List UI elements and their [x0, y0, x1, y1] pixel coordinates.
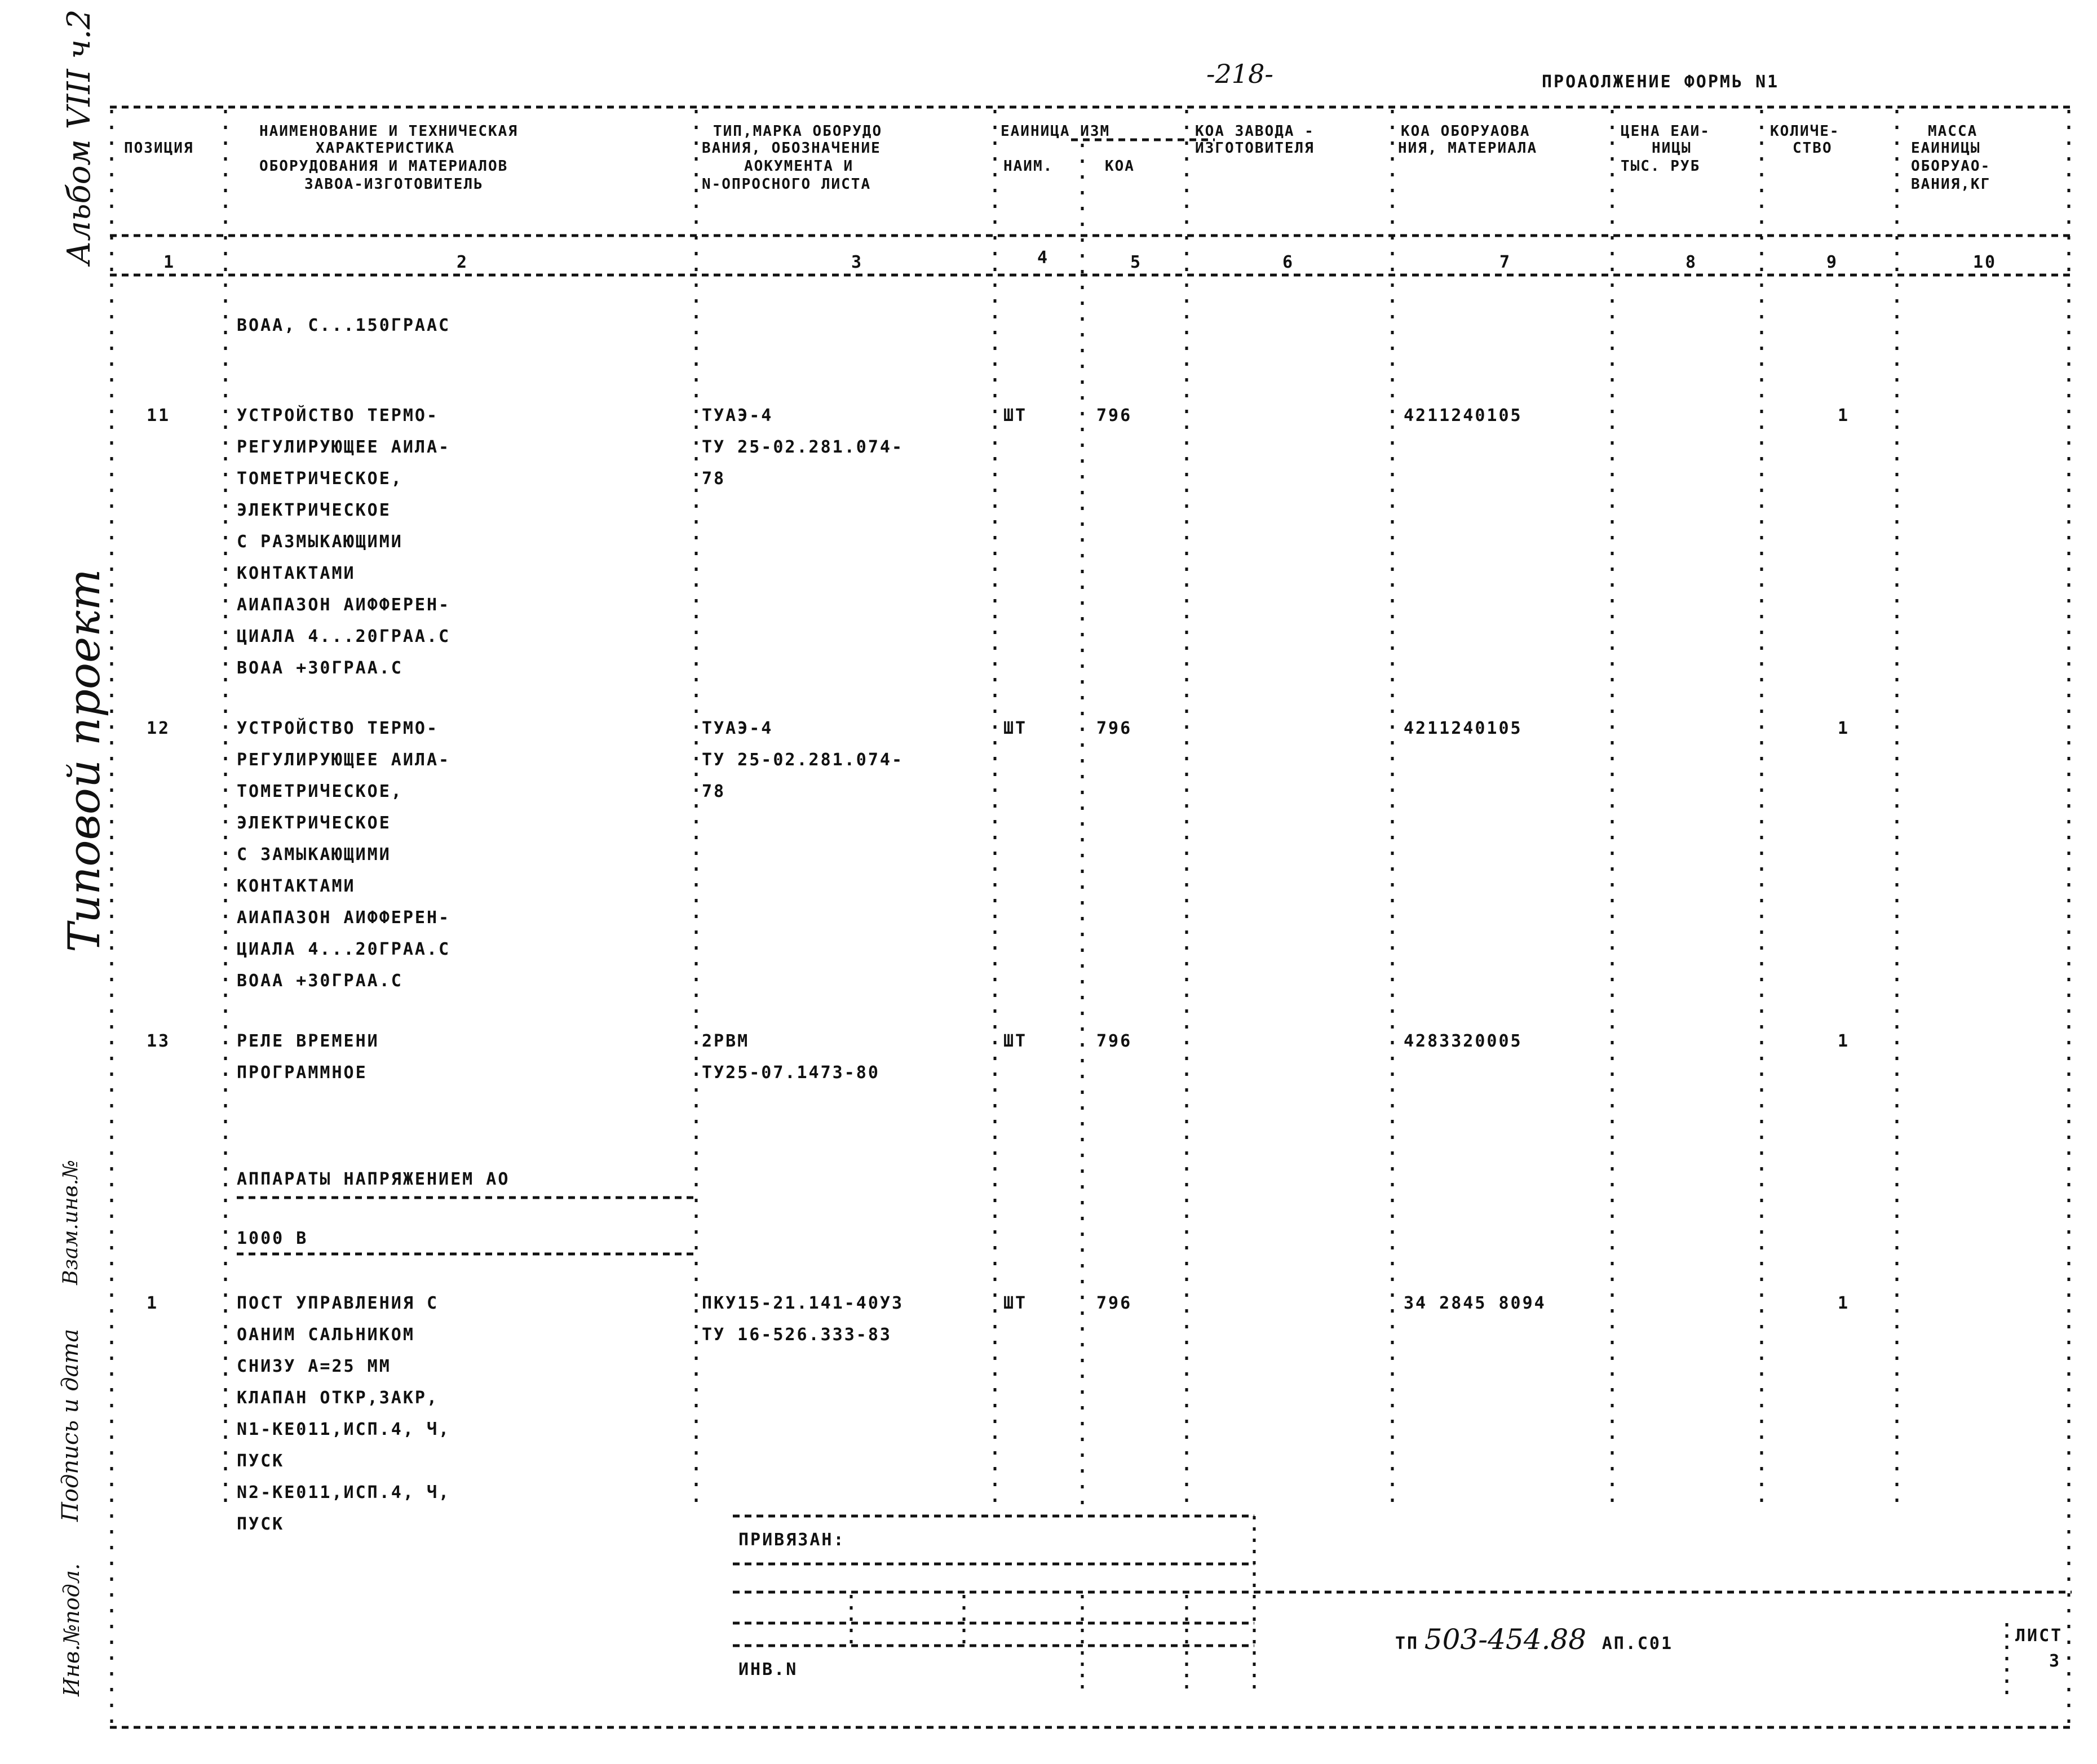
cell-name-line: С ЗАМЫКАЮЩИМИ [237, 845, 391, 865]
header-type-line2: ВАНИЯ, ОБОЗНАЧЕНИЕ [702, 140, 881, 157]
header-type-line1: ТИП,МАРКА ОБОРУДО [713, 123, 883, 140]
cell-name-line: РЕЛЕ ВРЕМЕНИ [237, 1031, 379, 1051]
cell-name-line: ЦИАЛА 4...20ГРАА.С [237, 939, 451, 959]
header-price-line2: НИЦЫ [1652, 140, 1692, 157]
cell-qty: 1 [1838, 1293, 1850, 1313]
cell-name-line: ЭЛЕКТРИЧЕСКОЕ [237, 500, 391, 520]
page-number: -218- [1206, 59, 1273, 89]
cell-name-line: ТОМЕТРИЧЕСКОЕ, [237, 782, 403, 801]
col-number-3: 3 [851, 252, 864, 272]
header-mass-line4: ВАНИЯ,КГ [1911, 176, 1991, 193]
cell-type-line: ТУАЭ-4 [702, 719, 773, 738]
cell-name-line: КОНТАКТАМИ [237, 876, 356, 896]
header-name-line3: ОБОРУДОВАНИЯ И МАТЕРИАЛОВ [259, 158, 508, 175]
cell-name-line: УСТРОЙСТВО ТЕРМО- [237, 406, 439, 426]
header-unit-group: ЕАИНИЦА ИЗМ [1001, 123, 1111, 140]
cell-name-line: ПУСК [237, 1514, 285, 1534]
document-prefix: ТП [1395, 1634, 1419, 1654]
col-number-5: 5 [1130, 252, 1143, 272]
cell-pos: 1 [147, 1293, 159, 1313]
cell-name-line: УСТРОЙСТВО ТЕРМО- [237, 719, 439, 738]
cell-name-line: ВОАА +30ГРАА.С [237, 971, 403, 991]
cell-eqcode: 4211240105 [1404, 406, 1523, 426]
document-code [1395, 1623, 1673, 1656]
cell-type-line: 78 [702, 469, 726, 489]
col-number-6: 6 [1282, 252, 1295, 272]
col-number-10: 10 [1973, 252, 1997, 272]
cell-type-line: ТУАЭ-4 [702, 406, 773, 426]
header-type-line3: АОКУМЕНТА И [744, 158, 854, 175]
cell-name-line: СНИЗУ А=25 ММ [237, 1357, 391, 1376]
cell-name-line: КЛАПАН ОТКР,ЗАКР, [237, 1388, 439, 1408]
cell-name-line: N1-КЕ011,ИСП.4, Ч, [237, 1420, 451, 1439]
header-plant-line1: КОА ЗАВОДА - [1195, 123, 1315, 140]
stamp-label-replaced: Взам.инв.№ [59, 1159, 82, 1285]
cell-type-line: ТУ 25-02.281.074- [702, 750, 904, 770]
header-plant-line2: ИЗГОТОВИТЕЛЯ [1195, 140, 1315, 157]
cell-type-line: 2РВМ [702, 1031, 750, 1051]
header-eqcode-line1: КОА ОБОРУАОВА [1401, 123, 1530, 140]
cell-name-line: ТОМЕТРИЧЕСКОЕ, [237, 469, 403, 489]
cell-code: 796 [1096, 406, 1132, 426]
cell-eqcode: 4283320005 [1404, 1031, 1523, 1051]
cell-type-line: 78 [702, 782, 726, 801]
header-mass-line1: МАССА [1928, 123, 1978, 140]
stamp-tied: ПРИВЯЗАН: [738, 1530, 846, 1550]
stamp-label-signature: Подпись и дата [57, 1328, 83, 1522]
document-suffix: АП.С01 [1601, 1634, 1674, 1654]
cell-name-line: АИАПАЗОН АИФФЕРЕН- [237, 595, 451, 615]
cell-name-line: ПУСК [237, 1451, 285, 1471]
cell-type-line: ПКУ15-21.141-40У3 [702, 1293, 904, 1313]
stamp-label-original: Инв.№подл. [59, 1563, 84, 1696]
header-unit-code: КОА [1105, 158, 1135, 175]
cell-code: 796 [1096, 1293, 1132, 1313]
header-mass-line3: ОБОРУАО- [1911, 158, 1991, 175]
header-position: ПОЗИЦИЯ [124, 140, 194, 157]
cell-name-line: КОНТАКТАМИ [237, 564, 356, 583]
cell-qty: 1 [1838, 406, 1850, 426]
sheet-label: ЛИСТ [2015, 1626, 2063, 1646]
cell-qty: 1 [1838, 719, 1850, 738]
cell-name-line: ВОАА +30ГРАА.С [237, 658, 403, 678]
header-qty-line2: СТВО [1793, 140, 1833, 157]
cell-name-line: ПОСТ УПРАВЛЕНИЯ С [237, 1293, 439, 1313]
col-number-8: 8 [1685, 252, 1698, 272]
col-number-7: 7 [1499, 252, 1512, 272]
cell-name-line: АППАРАТЫ НАПРЯЖЕНИЕМ АО [237, 1169, 510, 1189]
header-price-line3: ТЫС. РУБ [1621, 158, 1701, 175]
cell-name-line: ЦИАЛА 4...20ГРАА.С [237, 627, 451, 646]
cell-name-line: РЕГУЛИРУЮЩЕЕ АИЛА- [237, 750, 451, 770]
header-name-line4: ЗАВОА-ИЗГОТОВИТЕЛЬ [304, 176, 484, 193]
cell-name-line: 1000 В [237, 1229, 308, 1248]
cell-name-line: С РАЗМЫКАЮЩИМИ [237, 532, 403, 552]
cell-eqcode: 34 2845 8094 [1404, 1293, 1546, 1313]
cell-unit: ШТ [1003, 406, 1028, 426]
cell-unit: ШТ [1003, 1293, 1028, 1313]
header-eqcode-line2: НИЯ, МАТЕРИАЛА [1398, 140, 1538, 157]
continuation-title: ПРОАОЛЖЕНИЕ ФОРМЬ N1 [1542, 72, 1780, 92]
cell-unit: ШТ [1003, 719, 1028, 738]
header-type-line4: N-ОПРОСНОГО ЛИСТА [702, 176, 871, 193]
cell-unit: ШТ [1003, 1031, 1028, 1051]
cell-pos: 13 [147, 1031, 171, 1051]
cell-name-line: РЕГУЛИРУЮЩЕЕ АИЛА- [237, 437, 451, 457]
album-label: Альбом VIII ч.2 [61, 9, 98, 265]
header-name-line2: ХАРАКТЕРИСТИКА [316, 140, 455, 157]
col-number-2: 2 [457, 252, 469, 272]
cell-code: 796 [1096, 1031, 1132, 1051]
cell-type-line: ТУ 16-526.333-83 [702, 1325, 892, 1345]
cell-qty: 1 [1838, 1031, 1850, 1051]
cell-name-line: ОАНИМ САЛЬНИКОМ [237, 1325, 415, 1345]
project-label: Типовой проект [59, 569, 110, 952]
col-number-1: 1 [163, 252, 176, 272]
cell-type-line: ТУ 25-02.281.074- [702, 437, 904, 457]
header-unit-name: НАИМ. [1003, 158, 1054, 175]
cell-name-line: ЭЛЕКТРИЧЕСКОЕ [237, 813, 391, 833]
cell-name-line: ВОАА, С...150ГРААС [237, 316, 451, 335]
cell-pos: 11 [147, 406, 171, 426]
col-number-4: 4 [1037, 248, 1050, 268]
col-number-9: 9 [1826, 252, 1839, 272]
cell-code: 796 [1096, 719, 1132, 738]
cell-name-line: АИАПАЗОН АИФФЕРЕН- [237, 908, 451, 928]
cell-type-line: ТУ25-07.1473-80 [702, 1063, 880, 1083]
cell-name-line: ПРОГРАММНОЕ [237, 1063, 368, 1083]
cell-pos: 12 [147, 719, 171, 738]
cell-eqcode: 4211240105 [1404, 719, 1523, 738]
header-mass-line2: ЕАИНИЦЫ [1911, 140, 1981, 157]
header-name-line1: НАИМЕНОВАНИЕ И ТЕХНИЧЕСКАЯ [259, 123, 518, 140]
document-number: 503-454.88 [1424, 1623, 1587, 1656]
header-price-line1: ЦЕНА ЕАИ- [1621, 123, 1710, 140]
sheet-number: 3 [2049, 1651, 2061, 1671]
header-qty-line1: КОЛИЧЕ- [1770, 123, 1840, 140]
stamp-inv: ИНВ.N [738, 1660, 798, 1679]
cell-name-line: N2-КЕ011,ИСП.4, Ч, [237, 1483, 451, 1502]
